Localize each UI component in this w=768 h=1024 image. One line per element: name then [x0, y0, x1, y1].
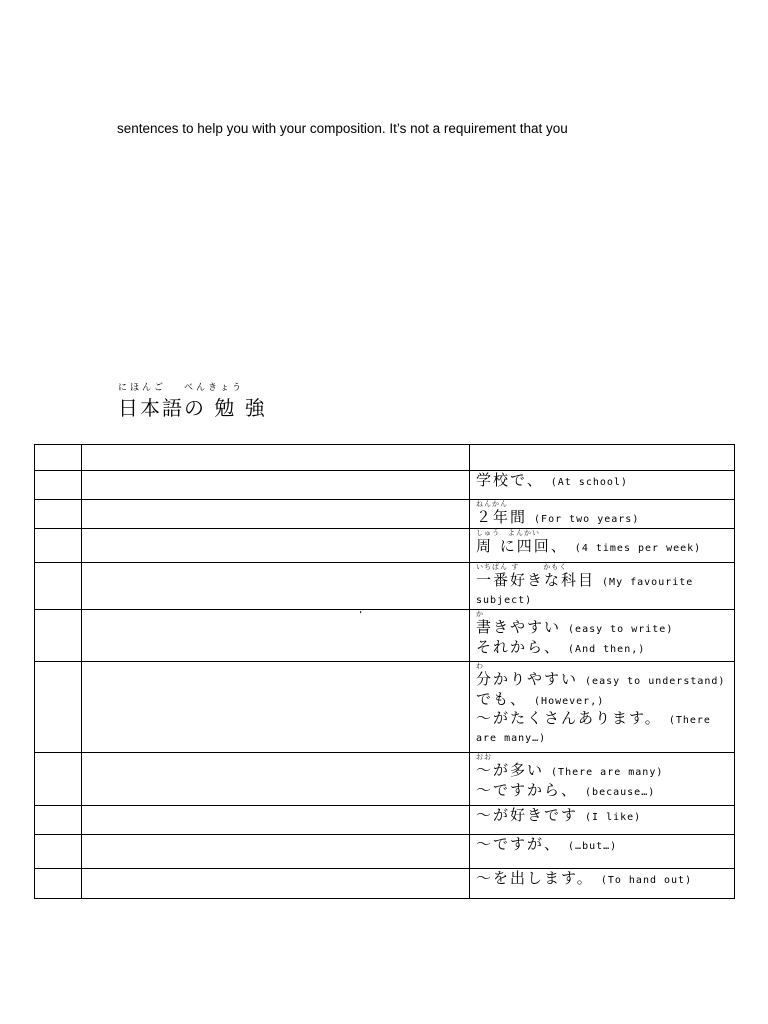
- japanese-phrase: 〜が多い: [476, 761, 545, 779]
- table-row: [35, 753, 735, 806]
- phrase-line: [476, 869, 728, 889]
- table-row: [35, 662, 735, 753]
- english-gloss: (However,): [527, 695, 605, 707]
- japanese-phrase: 一番好きな科目: [476, 571, 596, 589]
- table-row: [35, 471, 735, 500]
- japanese-phrase: 学校で、: [476, 471, 544, 489]
- english-gloss: (easy to write): [561, 624, 674, 635]
- japanese-phrase: 分かりやすい: [476, 670, 579, 688]
- answer-cell[interactable]: [82, 806, 470, 835]
- english-gloss: (easy to understand): [578, 676, 726, 687]
- answer-cell[interactable]: [82, 529, 470, 563]
- phrase-cell: [470, 610, 735, 662]
- japanese-phrase: 〜ですから、: [476, 780, 579, 799]
- answer-cell[interactable]: [82, 445, 470, 471]
- heading-furigana: [118, 380, 267, 392]
- english-gloss: (4 times per week): [567, 543, 702, 554]
- phrase-cell: [470, 662, 735, 753]
- phrase-cell: [470, 806, 735, 835]
- japanese-phrase: 〜が好きです: [476, 806, 579, 824]
- phrase-cell: [470, 563, 735, 610]
- english-gloss: (There are many): [544, 767, 664, 778]
- japanese-phrase: 周 に四回、: [476, 537, 568, 555]
- phrase-line: [476, 835, 728, 855]
- phrase-line: [476, 709, 728, 746]
- phrase-line: [476, 670, 728, 690]
- phrase-line: [476, 806, 728, 826]
- english-gloss: (At school): [543, 477, 628, 488]
- phrase-cell: [470, 471, 735, 500]
- english-gloss: (…but…): [561, 841, 618, 852]
- answer-cell[interactable]: [82, 662, 470, 753]
- phrase-cell: [470, 753, 735, 806]
- row-number-cell[interactable]: [35, 563, 82, 610]
- phrase-line: [476, 781, 728, 801]
- answer-cell[interactable]: [82, 610, 470, 662]
- english-gloss: (I like): [578, 812, 642, 823]
- row-number-cell[interactable]: [35, 610, 82, 662]
- section-heading: [118, 380, 267, 421]
- table-row: [35, 610, 735, 662]
- row-number-cell[interactable]: [35, 500, 82, 529]
- row-number-cell[interactable]: [35, 445, 82, 471]
- answer-cell[interactable]: [82, 500, 470, 529]
- japanese-phrase: 〜を出します。: [476, 869, 594, 887]
- phrase-line: [476, 618, 728, 638]
- answer-cell[interactable]: [82, 869, 470, 899]
- english-gloss: (And then,): [561, 643, 646, 655]
- furigana: わ: [476, 662, 484, 670]
- row-number-cell[interactable]: [35, 529, 82, 563]
- furigana: しゅう よんかい: [476, 529, 540, 537]
- english-gloss: (because…): [578, 786, 656, 798]
- phrase-line: [476, 508, 728, 528]
- phrase-line: [476, 638, 728, 658]
- english-gloss: (To hand out): [593, 875, 693, 886]
- phrase-cell: [470, 869, 735, 899]
- stray-mark: ’: [359, 610, 363, 621]
- row-number-cell[interactable]: [35, 869, 82, 899]
- phrase-line: [476, 471, 728, 491]
- phrase-cell: [470, 835, 735, 869]
- furigana-benkyou: べんきょう: [184, 383, 245, 393]
- row-number-cell[interactable]: [35, 662, 82, 753]
- answer-cell[interactable]: [82, 753, 470, 806]
- furigana: か: [476, 610, 484, 618]
- japanese-phrase: ２年間: [476, 508, 528, 526]
- japanese-phrase: 〜ですが、: [476, 835, 562, 853]
- intro-sentence: sentences to help you with your composition. It’s not a requirement that you: [117, 121, 568, 136]
- table-row: [35, 500, 735, 529]
- row-number-cell[interactable]: [35, 471, 82, 500]
- phrase-cell: [470, 500, 735, 529]
- table-row: [35, 835, 735, 869]
- japanese-phrase: 書きやすい: [476, 618, 562, 636]
- row-number-cell[interactable]: [35, 835, 82, 869]
- table-row: [35, 563, 735, 610]
- row-number-cell[interactable]: [35, 753, 82, 806]
- english-gloss: (There are many…): [476, 715, 711, 744]
- furigana: いちばん す かもく: [476, 563, 568, 571]
- japanese-phrase: それから、: [476, 637, 562, 656]
- row-number-cell[interactable]: [35, 806, 82, 835]
- page-title: 日本語の 勉 強: [118, 396, 267, 420]
- phrase-line: [476, 761, 728, 781]
- japanese-phrase: 〜がたくさんあります。: [476, 709, 662, 727]
- answer-cell[interactable]: [82, 563, 470, 610]
- phrase-line: [476, 571, 728, 608]
- table-row: [35, 806, 735, 835]
- table-row: [35, 869, 735, 899]
- phrase-line: [476, 537, 728, 557]
- vocab-table: [34, 444, 735, 899]
- furigana-nihongo: にほんご: [118, 383, 167, 393]
- table-row: [35, 529, 735, 563]
- english-gloss: (For two years): [527, 514, 640, 525]
- table-row: [35, 445, 735, 471]
- phrase-line: [476, 690, 728, 710]
- phrase-cell: [470, 529, 735, 563]
- answer-cell[interactable]: [82, 835, 470, 869]
- japanese-phrase: でも、: [476, 689, 528, 708]
- furigana: ねんかん: [476, 500, 508, 508]
- answer-cell[interactable]: [82, 471, 470, 500]
- english-gloss: (My favourite subject): [476, 577, 694, 606]
- phrase-cell: [470, 445, 735, 471]
- furigana: おお: [476, 753, 492, 761]
